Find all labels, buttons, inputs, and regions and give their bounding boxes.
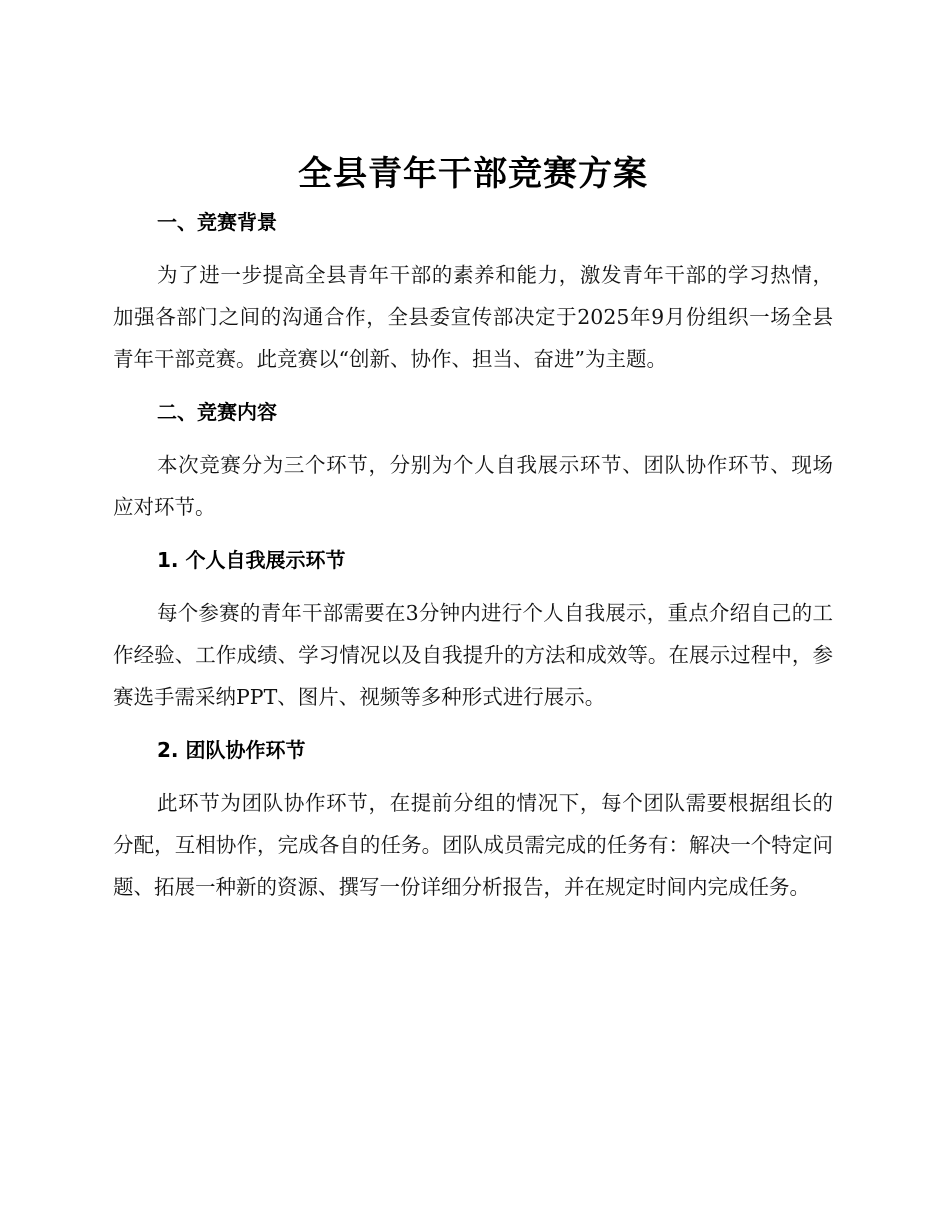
subsection-heading-self-presentation: 1. 个人自我展示环节 <box>157 548 346 572</box>
paragraph-team-collaboration: 此环节为团队协作环节，在提前分组的情况下，每个团队需要根据组长的分配，互相协作，完成各自的任务。团队成员需完成的任务有：解决一个特定问题、拓展一种新的资源、撰写一份详细分析报告，并在规定时间内完成任务。 <box>113 791 833 899</box>
section-heading-background: 一、竞赛背景 <box>157 210 277 234</box>
document-body <box>113 146 833 908</box>
paragraph-background: 为了进一步提高全县青年干部的素养和能力，激发青年干部的学习热情，加强各部门之间的沟通合作，全县委宣传部决定于2025年9月份组织一场全县青年干部竞赛。此竞赛以“创新、协作、担当、奋进”为主题。 <box>113 263 833 371</box>
paragraph-content: 本次竞赛分为三个环节，分别为个人自我展示环节、团队协作环节、现场应对环节。 <box>113 453 833 519</box>
paragraph-self-presentation: 每个参赛的青年干部需要在3分钟内进行个人自我展示，重点介绍自己的工作经验、工作成绩、学习情况以及自我提升的方法和成效等。在展示过程中，参赛选手需采纳PPT、图片、视频等多种形式进行展示。 <box>113 601 833 709</box>
section-heading-content: 二、竞赛内容 <box>157 400 277 424</box>
document-title: 全县青年干部竞赛方案 <box>298 154 648 194</box>
subsection-heading-team-collaboration: 2. 团队协作环节 <box>157 738 306 762</box>
